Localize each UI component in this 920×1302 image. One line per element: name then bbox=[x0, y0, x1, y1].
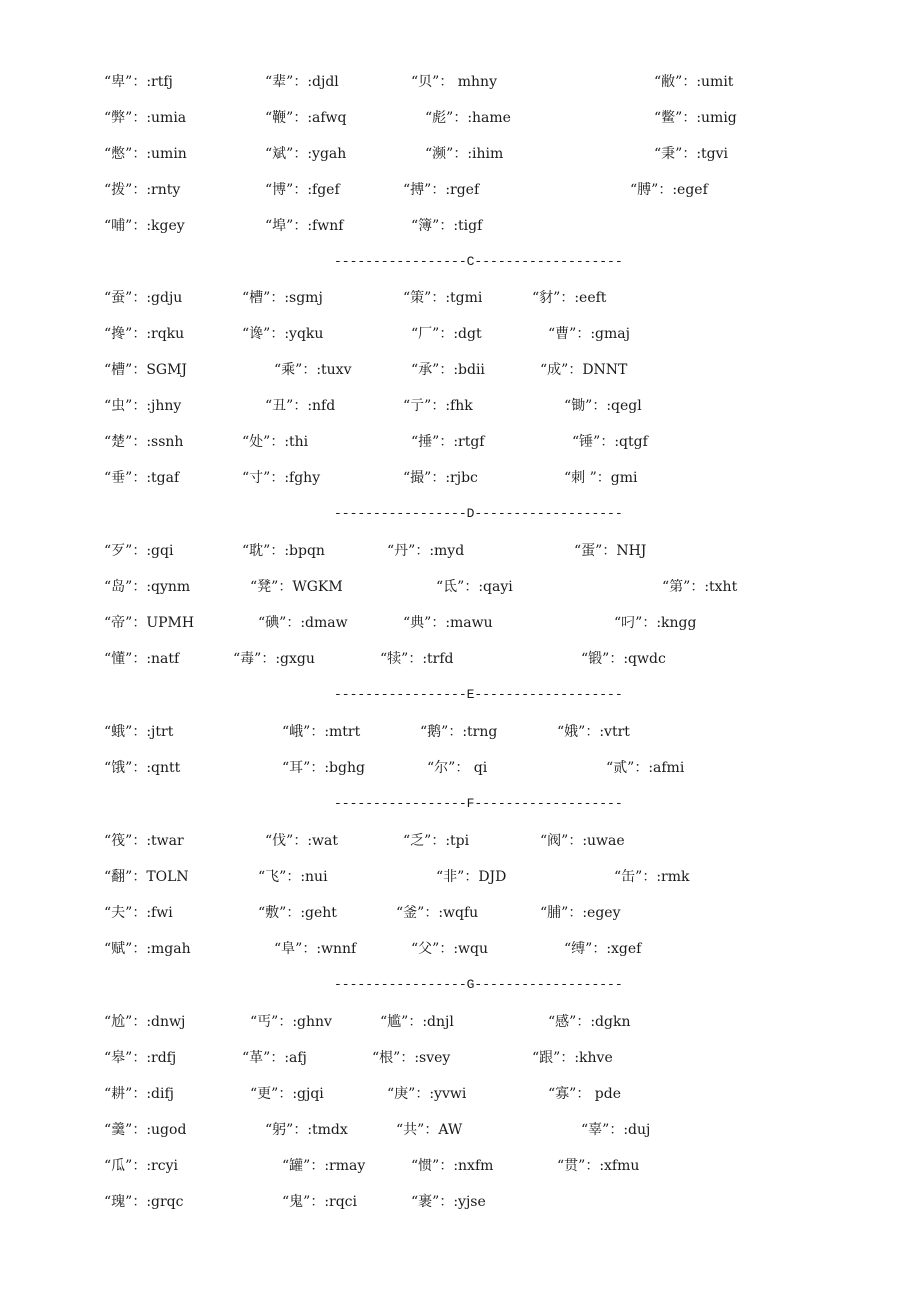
entry-row bbox=[0, 322, 920, 346]
entry: “曹”：:gmaj bbox=[548, 326, 630, 342]
entry: “成”：DNNT bbox=[540, 362, 628, 378]
entry: “秉”：:tgvi bbox=[654, 146, 729, 162]
separator-text: -----------------G------------------- bbox=[334, 977, 623, 992]
entry-row bbox=[0, 829, 920, 853]
entry: “革”：:afj bbox=[242, 1050, 307, 1066]
entry: “敷”：:geht bbox=[258, 905, 337, 921]
entry: “锤”：:qtgf bbox=[572, 434, 648, 450]
entry: “瓜”：:rcyi bbox=[104, 1158, 178, 1174]
entry: “憋”：:umin bbox=[104, 146, 187, 162]
entry: “蛋”：NHJ bbox=[574, 543, 647, 559]
entry: “楚”：:ssnh bbox=[104, 434, 184, 450]
entry-row bbox=[0, 1118, 920, 1142]
entry-row bbox=[0, 1046, 920, 1070]
entry: “蛾”：:jtrt bbox=[104, 724, 174, 740]
entry: “帝”：UPMH bbox=[104, 615, 195, 631]
entry: “濒”：:ihim bbox=[425, 146, 504, 162]
entry: “搏”：:rgef bbox=[403, 182, 480, 198]
entry: “埠”：:fwnf bbox=[265, 218, 344, 234]
section-separator-c bbox=[0, 250, 920, 274]
entry: “典”：:mawu bbox=[403, 615, 493, 631]
entry: “夫”：:fwi bbox=[104, 905, 173, 921]
entry: “感”：:dgkn bbox=[548, 1014, 631, 1030]
entry: “叼”：:kngg bbox=[614, 615, 697, 631]
entry-row bbox=[0, 611, 920, 635]
entry: “羹”：:ugod bbox=[104, 1122, 187, 1138]
entry: “锄”：:qegl bbox=[564, 398, 642, 414]
entry: “耽”：:bpqn bbox=[242, 543, 325, 559]
entry: “裹”：:yjse bbox=[411, 1194, 486, 1210]
entry: “躬”：:tmdx bbox=[265, 1122, 348, 1138]
entry: “跟”：:khve bbox=[532, 1050, 613, 1066]
entry-row bbox=[0, 1154, 920, 1178]
entry: “庚”：:yvwi bbox=[387, 1086, 467, 1102]
entry: “贯”：:xfmu bbox=[557, 1158, 640, 1174]
entry: “父”：:wqu bbox=[411, 941, 488, 957]
entry: “寸”：:fghy bbox=[242, 470, 321, 486]
entry: “蚕”：:gdju bbox=[104, 290, 183, 306]
entry: “碘”：:dmaw bbox=[258, 615, 348, 631]
entry: “筏”：:twar bbox=[104, 833, 184, 849]
entry: “翻”：TOLN bbox=[104, 869, 189, 885]
entry: “辈”：:djdl bbox=[265, 74, 339, 90]
entry: “承”：:bdii bbox=[411, 362, 485, 378]
entry: “簿”：:tigf bbox=[411, 218, 483, 234]
separator-text: -----------------F------------------- bbox=[334, 796, 623, 811]
entry: “乘”：:tuxv bbox=[274, 362, 352, 378]
entry: “根”：:svey bbox=[372, 1050, 451, 1066]
section-separator-g bbox=[0, 973, 920, 997]
entry: “更”：:gjqi bbox=[250, 1086, 324, 1102]
entry: “耳”：:bghg bbox=[282, 760, 365, 776]
entry: “鬼”：:rqci bbox=[282, 1194, 358, 1210]
entry: “锻”：:qwdc bbox=[581, 651, 666, 667]
entry: “贰”：:afmi bbox=[606, 760, 685, 776]
entry: “鞭”：:afwq bbox=[265, 110, 347, 126]
entry: “惯”：:nxfm bbox=[411, 1158, 494, 1174]
entry-row bbox=[0, 575, 920, 599]
entry-row bbox=[0, 937, 920, 961]
separator-text: -----------------D------------------- bbox=[334, 506, 623, 521]
entry: “伐”：:wat bbox=[265, 833, 338, 849]
entry: “垂”：:tgaf bbox=[104, 470, 180, 486]
entry: “共”：AW bbox=[396, 1122, 463, 1138]
entry: “虫”：:jhny bbox=[104, 398, 182, 414]
entry: “峨”：:mtrt bbox=[282, 724, 361, 740]
entry: “尬”：:dnwj bbox=[104, 1014, 186, 1030]
entry: “槽”：:sgmj bbox=[242, 290, 323, 306]
entry: “阜”：:wnnf bbox=[274, 941, 357, 957]
entry: “丹”：:myd bbox=[387, 543, 465, 559]
entry: “缶”：:rmk bbox=[614, 869, 690, 885]
entry: “亍”：:fhk bbox=[403, 398, 473, 414]
entry: “拨”：:rnty bbox=[104, 182, 181, 198]
entry: “撮”：:rjbc bbox=[403, 470, 478, 486]
entry: “乏”：:tpi bbox=[403, 833, 470, 849]
entry-row bbox=[0, 394, 920, 418]
entry: “处”：:thi bbox=[242, 434, 309, 450]
entry: “氐”：:qayi bbox=[436, 579, 513, 595]
entry: “飞”：:nui bbox=[258, 869, 328, 885]
entry: “哺”：:kgey bbox=[104, 218, 185, 234]
entry: “贝”： mhny bbox=[411, 74, 497, 90]
section-separator-f bbox=[0, 792, 920, 816]
entry-row bbox=[0, 756, 920, 780]
section-separator-e bbox=[0, 683, 920, 707]
entry-row bbox=[0, 647, 920, 671]
entry-row bbox=[0, 142, 920, 166]
entry: “凳”：WGKM bbox=[250, 579, 343, 595]
entry: “膊”：:egef bbox=[630, 182, 708, 198]
entry: “阀”：:uwae bbox=[540, 833, 625, 849]
entry: “皋”：:rdfj bbox=[104, 1050, 177, 1066]
entry: “搀”：:rqku bbox=[104, 326, 185, 342]
entry: “博”：:fgef bbox=[265, 182, 340, 198]
entry-row bbox=[0, 1010, 920, 1034]
entry-row bbox=[0, 466, 920, 490]
entry: “赋”：:mgah bbox=[104, 941, 191, 957]
entry-row bbox=[0, 70, 920, 94]
entry-row bbox=[0, 178, 920, 202]
entry: “弊”：:umia bbox=[104, 110, 187, 126]
entry-row bbox=[0, 539, 920, 563]
entry-row bbox=[0, 720, 920, 744]
entry: “罐”：:rmay bbox=[282, 1158, 366, 1174]
entry: “鳖”：:umig bbox=[654, 110, 737, 126]
entry: “釜”：:wqfu bbox=[396, 905, 479, 921]
entry: “辜”：:duj bbox=[581, 1122, 651, 1138]
entry: “第”：:txht bbox=[662, 579, 738, 595]
entry: “缚”：:xgef bbox=[564, 941, 642, 957]
entry-row bbox=[0, 430, 920, 454]
entry: “卑”：:rtfj bbox=[104, 74, 173, 90]
entry: “脯”：:egey bbox=[540, 905, 621, 921]
entry: “敝”：:umit bbox=[654, 74, 734, 90]
entry: “寡”： pde bbox=[548, 1086, 621, 1102]
entry: “谗”：:yqku bbox=[242, 326, 324, 342]
entry-row bbox=[0, 214, 920, 238]
entry-row bbox=[0, 1190, 920, 1214]
entry: “彪”：:hame bbox=[425, 110, 511, 126]
entry-row bbox=[0, 358, 920, 382]
entry: “斌”：:ygah bbox=[265, 146, 347, 162]
entry: “饿”：:qntt bbox=[104, 760, 181, 776]
entry-row bbox=[0, 286, 920, 310]
entry: “豺”：:eeft bbox=[532, 290, 607, 306]
entry: “厂”：:dgt bbox=[411, 326, 482, 342]
entry: “懂”：:natf bbox=[104, 651, 180, 667]
separator-text: -----------------C------------------- bbox=[334, 254, 623, 269]
entry: “刺 ”：gmi bbox=[564, 470, 638, 486]
entry: “鹅”：:trng bbox=[420, 724, 498, 740]
entry: “尴”：:dnjl bbox=[380, 1014, 454, 1030]
entry: “瑰”：:grqc bbox=[104, 1194, 184, 1210]
separator-text: -----------------E------------------- bbox=[334, 687, 623, 702]
entry: “捶”：:rtgf bbox=[411, 434, 485, 450]
entry-row bbox=[0, 901, 920, 925]
entry: “娥”：:vtrt bbox=[557, 724, 630, 740]
entry: “耕”：:difj bbox=[104, 1086, 174, 1102]
entry: “岛”：:qynm bbox=[104, 579, 191, 595]
entry: “非”：DJD bbox=[436, 869, 507, 885]
entry-row bbox=[0, 106, 920, 130]
entry: “丑”：:nfd bbox=[265, 398, 336, 414]
entry-row bbox=[0, 865, 920, 889]
entry: “毒”：:gxgu bbox=[233, 651, 315, 667]
entry-row bbox=[0, 1082, 920, 1106]
entry: “丐”：:ghnv bbox=[250, 1014, 332, 1030]
entry: “犊”：:trfd bbox=[380, 651, 454, 667]
entry: “尔”： qi bbox=[427, 760, 488, 776]
entry: “策”：:tgmi bbox=[403, 290, 483, 306]
entry: “槽”：SGMJ bbox=[104, 362, 188, 378]
section-separator-d bbox=[0, 502, 920, 526]
entry: “歹”：:gqi bbox=[104, 543, 174, 559]
